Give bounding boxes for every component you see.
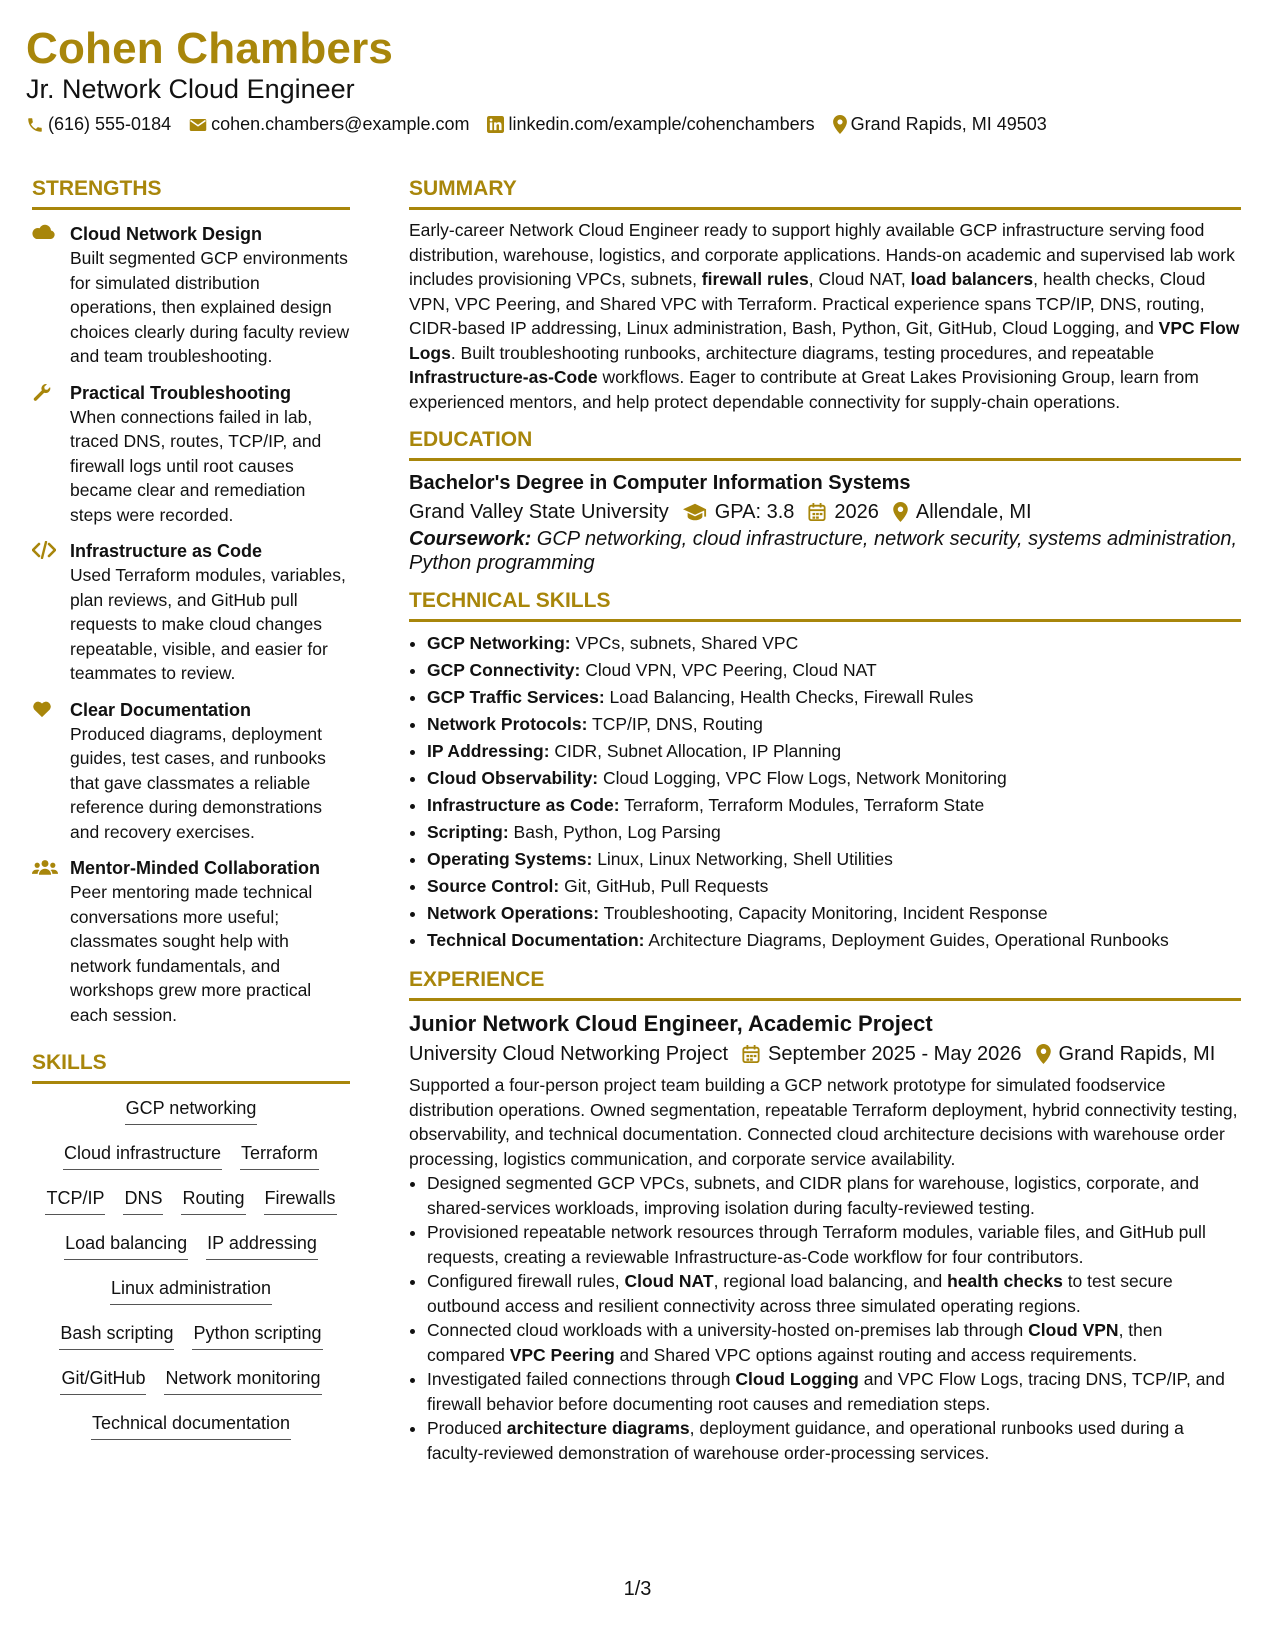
bullet-text: Produced	[427, 1418, 507, 1438]
skill-category: Network Operations:	[427, 903, 600, 923]
summary-emphasis: Infrastructure-as-Code	[409, 367, 598, 387]
heart-icon	[32, 700, 52, 718]
strength-desc: Produced diagrams, deployment guides, test cases, and runbooks that gave classmates a reliable reference during demonstrations and recovery exercises.	[70, 723, 326, 842]
bullet-emphasis: health checks	[947, 1271, 1063, 1291]
skill-category: Infrastructure as Code:	[427, 795, 620, 815]
summary-text: , Cloud NAT,	[808, 269, 911, 289]
bullet-text: and VPC Flow Logs, tracing DNS, TCP/IP, and firewall behavior before documenting root causes and remediation steps.	[427, 1369, 1225, 1414]
skill-chip: Technical documentation	[91, 1409, 291, 1440]
skills-chips	[32, 1094, 350, 1454]
coursework	[409, 527, 1241, 575]
skill-values: VPCs, subnets, Shared VPC	[570, 633, 799, 653]
skill-values: Load Balancing, Health Checks, Firewall Rules	[604, 687, 974, 707]
job-title: Junior Network Cloud Engineer, Academic Project	[409, 1011, 933, 1036]
bullet-text: , regional load balancing, and	[713, 1271, 948, 1291]
skill-category: Network Protocols:	[427, 714, 588, 734]
school-location: Allendale, MI	[915, 501, 1032, 523]
skill-chip: Load balancing	[64, 1229, 188, 1260]
strength-title: Mentor-Minded Collaboration	[70, 858, 320, 878]
skill-values: Bash, Python, Log Parsing	[508, 822, 721, 842]
linkedin-icon	[487, 116, 504, 133]
skill-values: Architecture Diagrams, Deployment Guides, Operational Runbooks	[644, 930, 1169, 950]
skill-values: Linux, Linux Networking, Shell Utilities	[592, 849, 893, 869]
users-icon	[32, 858, 58, 876]
strength-item	[32, 698, 350, 845]
technical-skill-item	[427, 873, 1241, 900]
grad-year: 2026	[834, 501, 879, 523]
technical-skill-item	[427, 927, 1241, 954]
skill-chip: GCP networking	[125, 1094, 258, 1125]
job-bullet	[427, 1220, 1241, 1269]
email-text: cohen.chambers@example.com	[211, 114, 470, 134]
skill-chip: Terraform	[240, 1139, 319, 1170]
skill-category: Source Control:	[427, 876, 560, 896]
education-heading: EDUCATION	[409, 428, 1241, 461]
right-column	[409, 177, 1241, 1479]
bullet-text: Provisioned repeatable network resources through Terraform modules, variable files, and GitHub pull requests, creating a reviewable Infrastructure-as-Code workflow for four contributors.	[427, 1222, 1206, 1267]
bullet-emphasis: architecture diagrams	[506, 1418, 690, 1438]
skill-category: IP Addressing:	[427, 741, 550, 761]
skill-chip: Network monitoring	[164, 1364, 321, 1395]
technical-skill-item	[427, 738, 1241, 765]
skill-row	[45, 1184, 336, 1229]
education-section	[409, 428, 1241, 575]
job-bullet	[427, 1269, 1241, 1318]
bullet-emphasis: Cloud NAT	[624, 1271, 714, 1291]
strength-item	[32, 856, 350, 1027]
skill-row	[63, 1139, 319, 1184]
technical-skill-item	[427, 630, 1241, 657]
summary-text: Early-career Network Cloud Engineer ready to support highly available GCP infrastructure serving food distribution, warehouse, logistics, and corporate applications. Hands-on academic and supervised lab work includes provisioning VPCs, subnets,	[409, 220, 1235, 289]
map-pin-icon	[833, 115, 847, 134]
summary-heading: SUMMARY	[409, 177, 1241, 210]
strength-desc: Used Terraform modules, variables, plan reviews, and GitHub pull requests to make cloud changes repeatable, visible, and easier for teammates to review.	[70, 565, 346, 683]
skill-category: Operating Systems:	[427, 849, 593, 869]
bullet-emphasis: Cloud VPN	[1028, 1320, 1119, 1340]
skill-row	[59, 1319, 322, 1364]
technical-skill-item	[427, 900, 1241, 927]
skill-category: GCP Connectivity:	[427, 660, 581, 680]
contact-bar	[26, 114, 1065, 135]
strength-desc: When connections failed in lab, traced DNS, routes, TCP/IP, and firewall logs until root causes became clear and remediation steps were recorded.	[70, 406, 322, 525]
summary-text	[409, 218, 1241, 414]
strength-title: Clear Documentation	[70, 699, 252, 720]
skill-row	[110, 1274, 272, 1319]
technical-skills-list	[409, 630, 1241, 954]
skill-chip: DNS	[123, 1184, 163, 1215]
skills-section	[32, 1051, 350, 1454]
skill-row	[60, 1364, 321, 1409]
skill-chip: Routing	[181, 1184, 245, 1215]
bullet-text: , then compared	[427, 1320, 1163, 1365]
experience-heading: EXPERIENCE	[409, 968, 1241, 1001]
contact-location	[833, 114, 1047, 135]
page-indicator: 1/3	[623, 1578, 652, 1600]
strength-title: Practical Troubleshooting	[70, 382, 292, 403]
job-meta	[409, 1039, 1241, 1069]
phone-text: (616) 555-0184	[48, 114, 172, 134]
education-meta	[409, 497, 1241, 527]
strength-desc: Built segmented GCP environments for simulated distribution operations, then explained design choices clearly during faculty review and team troubleshooting.	[70, 248, 350, 366]
technical-skill-item	[427, 792, 1241, 819]
candidate-role: Jr. Network Cloud Engineer	[26, 74, 355, 104]
technical-skill-item	[427, 846, 1241, 873]
skill-chip: Python scripting	[192, 1319, 322, 1350]
job-org: University Cloud Networking Project	[409, 1043, 729, 1065]
contact-phone	[26, 114, 171, 135]
code-icon	[32, 541, 56, 559]
calendar-icon	[808, 502, 826, 522]
experience-section	[409, 968, 1241, 1465]
bullet-text: to test secure outbound access and resilient connectivity across three simulated operating regions.	[427, 1271, 1173, 1316]
skill-category: GCP Networking:	[427, 633, 571, 653]
skill-chip: TCP/IP	[45, 1184, 105, 1215]
coursework-text: GCP networking, cloud infrastructure, network security, systems administration, Python programming	[409, 528, 1238, 574]
strength-item	[32, 381, 350, 528]
skills-heading: SKILLS	[32, 1051, 350, 1084]
skill-row	[91, 1409, 291, 1454]
job-dates: September 2025 - May 2026	[768, 1043, 1022, 1065]
coursework-label: Coursework:	[409, 528, 532, 550]
skill-values: Troubleshooting, Capacity Monitoring, Incident Response	[599, 903, 1048, 923]
skill-category: Technical Documentation:	[427, 930, 645, 950]
summary-text: . Built troubleshooting runbooks, architecture diagrams, testing procedures, and repeatable	[450, 342, 1155, 363]
technical-skill-item	[427, 765, 1241, 792]
strengths-heading: STRENGTHS	[32, 177, 350, 210]
technical-skill-item	[427, 711, 1241, 738]
technical-skills-heading: TECHNICAL SKILLS	[409, 589, 1241, 622]
job-bullet	[427, 1416, 1241, 1465]
summary-emphasis: firewall rules	[701, 269, 809, 289]
strength-title: Cloud Network Design	[70, 224, 263, 244]
bullet-text: Configured firewall rules,	[427, 1271, 625, 1291]
technical-skill-item	[427, 657, 1241, 684]
cloud-icon	[32, 224, 56, 240]
strength-item	[32, 539, 350, 686]
strength-desc: Peer mentoring made technical conversations more useful; classmates sought help with network fundamentals, and workshops grew more practical each session.	[70, 882, 313, 1025]
skill-category: GCP Traffic Services:	[427, 687, 605, 707]
summary-section	[409, 177, 1241, 414]
skill-row	[125, 1094, 258, 1139]
technical-skills-section	[409, 589, 1241, 954]
gpa: GPA: 3.8	[714, 501, 795, 523]
job-bullet	[427, 1367, 1241, 1416]
calendar-icon	[742, 1044, 760, 1064]
strength-title: Infrastructure as Code	[70, 541, 263, 561]
job-description: Supported a four-person project team building a GCP network prototype for simulated foodservice distribution operations. Owned segmentation, repeatable Terraform deployment, hybrid connectivity testing, observability, and technical documentation. Connected cloud architecture decisions with warehouse order processing, logistics communication, and corporate service availability.	[409, 1075, 1238, 1169]
technical-skill-item	[427, 684, 1241, 711]
bullet-text: , deployment guidance, and operational runbooks used during a faculty-reviewed demonstration of warehouse order-processing services.	[427, 1418, 1184, 1463]
skill-category: Cloud Observability:	[427, 768, 599, 788]
envelope-icon	[189, 117, 207, 133]
left-column	[32, 177, 350, 1454]
map-pin-icon	[1036, 1044, 1051, 1064]
technical-skill-item	[427, 819, 1241, 846]
bullet-text: Connected cloud workloads with a university-hosted on-premises lab through	[427, 1320, 1029, 1340]
job-location: Grand Rapids, MI	[1058, 1043, 1216, 1065]
location-text: Grand Rapids, MI 49503	[850, 114, 1047, 134]
linkedin-text: linkedin.com/example/cohenchambers	[508, 114, 815, 134]
bullet-emphasis: VPC Peering	[509, 1344, 615, 1365]
bullet-text: Designed segmented GCP VPCs, subnets, and CIDR plans for warehouse, logistics, corporate, and shared-services workloads, improving isolation during faculty-reviewed testing.	[427, 1173, 1200, 1218]
bullet-text: and Shared VPC options against routing and access requirements.	[614, 1344, 1138, 1365]
contact-linkedin[interactable]	[487, 114, 814, 135]
skill-values: TCP/IP, DNS, Routing	[587, 714, 763, 734]
summary-text: workflows. Eager to contribute at Great Lakes Provisioning Group, learn from experienced mentors, and help protect dependable connectivity for supply-chain operations.	[409, 367, 1199, 412]
bullet-text: Investigated failed connections through	[427, 1369, 736, 1389]
phone-icon	[26, 116, 44, 134]
job-bullets	[409, 1171, 1241, 1465]
degree: Bachelor's Degree in Computer Information Systems	[409, 472, 911, 494]
skill-values: CIDR, Subnet Allocation, IP Planning	[549, 741, 842, 761]
skill-values: Cloud Logging, VPC Flow Logs, Network Monitoring	[598, 768, 1007, 788]
summary-text: , health checks, Cloud VPN, VPC Peering, and Shared VPC with Terraform. Practical experience spans TCP/IP, DNS, routing, CIDR-based IP addressing, Linux administration, Bash, Python, Git, GitHub, Cloud Logging, and	[409, 269, 1206, 338]
skill-chip: Cloud infrastructure	[63, 1139, 222, 1170]
candidate-name: Cohen Chambers	[26, 24, 394, 73]
summary-emphasis: load balancers	[910, 269, 1034, 289]
wrench-icon	[32, 383, 52, 403]
bullet-emphasis: Cloud Logging	[735, 1369, 859, 1389]
strength-item	[32, 222, 350, 369]
strengths-list	[32, 222, 350, 1027]
skill-chip: IP addressing	[206, 1229, 318, 1260]
job-bullet	[427, 1171, 1241, 1220]
skill-values: Terraform, Terraform Modules, Terraform State	[619, 795, 985, 815]
skill-chip: Linux administration	[110, 1274, 272, 1305]
map-pin-icon	[893, 502, 908, 522]
skill-chip: Firewalls	[264, 1184, 337, 1215]
skill-chip: Git/GitHub	[60, 1364, 146, 1395]
summary-emphasis: VPC Flow Logs	[409, 318, 1240, 363]
contact-email[interactable]	[189, 114, 469, 135]
school-name: Grand Valley State University	[409, 501, 669, 523]
skill-row	[64, 1229, 318, 1274]
skill-values: Git, GitHub, Pull Requests	[559, 876, 769, 896]
skill-category: Scripting:	[427, 822, 509, 842]
job-bullet	[427, 1318, 1241, 1367]
skill-values: Cloud VPN, VPC Peering, Cloud NAT	[580, 660, 877, 680]
skill-chip: Bash scripting	[59, 1319, 174, 1350]
graduation-cap-icon	[683, 503, 707, 521]
